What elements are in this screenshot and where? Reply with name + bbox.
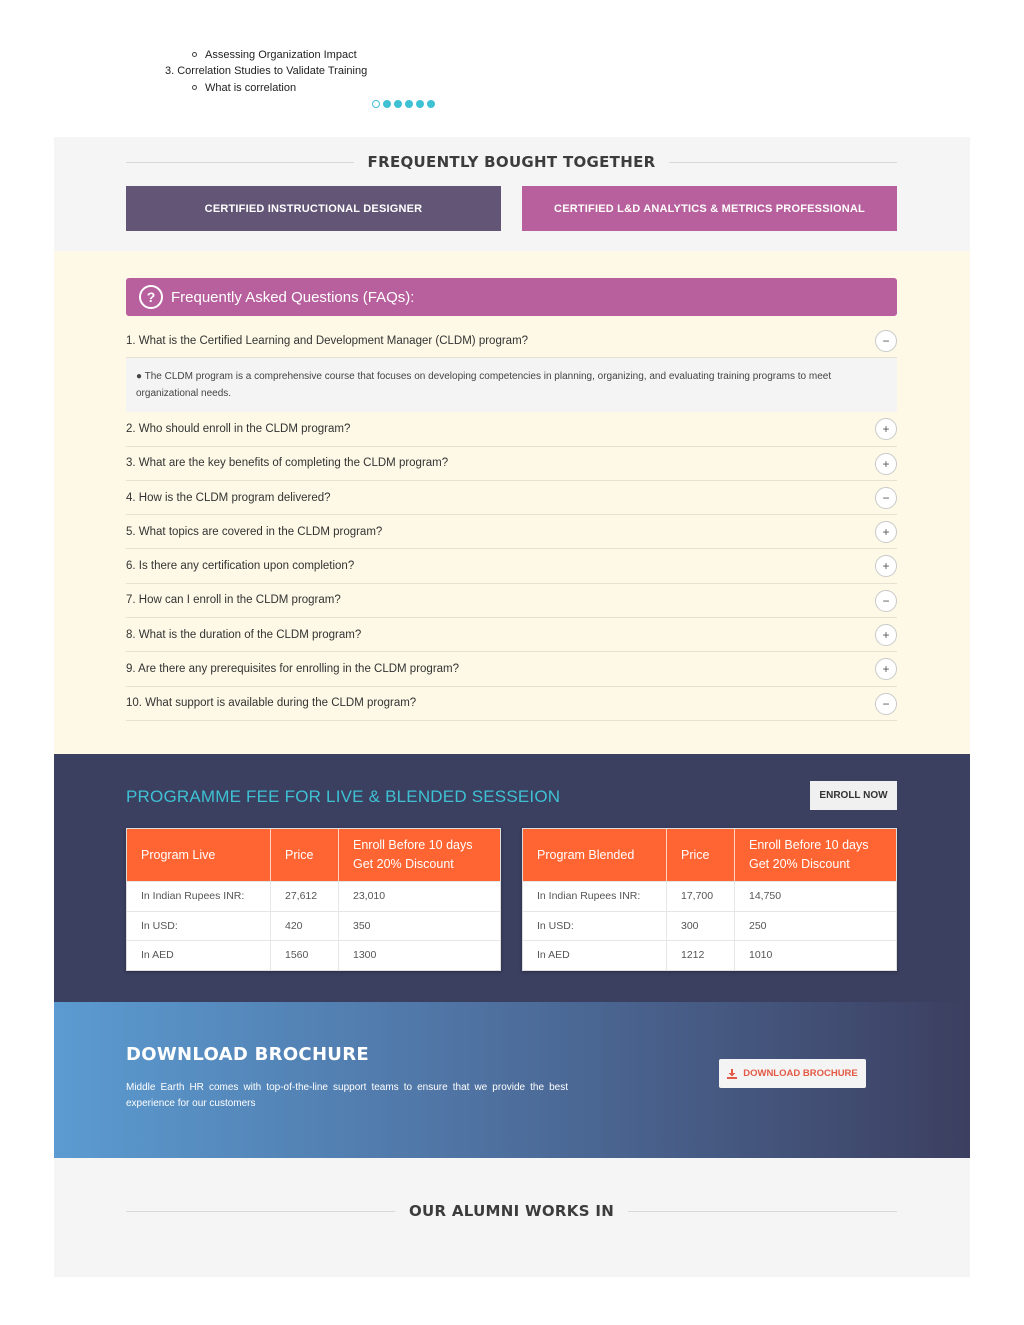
question-circle-icon: ? <box>139 285 163 309</box>
plus-icon[interactable]: + <box>875 624 897 646</box>
carousel-dots <box>372 100 435 108</box>
divider <box>126 1211 395 1212</box>
section-title: OUR ALUMNI WORKS IN <box>408 1202 615 1220</box>
download-brochure-section <box>54 1002 970 1158</box>
table-header <box>523 829 896 881</box>
faq-section <box>54 251 970 754</box>
table-cell: In AED <box>127 941 271 970</box>
faq-question: 1. What is the Certified Learning and Development Manager (CLDM) program? <box>126 334 529 347</box>
table-cell: 14,750 <box>749 890 782 903</box>
divider <box>669 162 897 163</box>
table-row <box>127 911 500 941</box>
carousel-dot[interactable] <box>372 100 380 108</box>
table-row <box>523 881 896 911</box>
table-row <box>127 940 500 970</box>
minus-icon[interactable]: − <box>875 590 897 612</box>
plus-icon[interactable]: + <box>875 658 897 680</box>
plus-icon[interactable]: + <box>875 453 897 475</box>
outline-item: 3. Correlation Studies to Validate Training <box>165 65 368 77</box>
minus-icon[interactable]: − <box>875 330 897 352</box>
faq-item[interactable] <box>126 481 897 515</box>
frequently-bought-section <box>54 137 970 251</box>
table-cell: In USD: <box>127 912 271 941</box>
download-icon <box>727 1069 737 1079</box>
table-cell: 300 <box>667 912 735 941</box>
faq-item[interactable] <box>126 324 897 358</box>
section-heading <box>126 153 897 171</box>
circle-bullet-icon <box>192 85 197 90</box>
table-cell: 27,612 <box>271 882 339 911</box>
faq-item[interactable] <box>126 447 897 481</box>
faq-item[interactable] <box>126 618 897 652</box>
carousel-dot[interactable] <box>405 100 413 108</box>
ld-analytics-button[interactable]: CERTIFIED L&D ANALYTICS & METRICS PROFESSIONAL <box>522 186 897 231</box>
table-cell: In AED <box>523 941 667 970</box>
table-cell: 350 <box>353 919 371 932</box>
enroll-now-button[interactable]: ENROLL NOW <box>810 781 897 810</box>
column-header: Price <box>271 829 339 881</box>
table-cell: 1300 <box>353 949 377 962</box>
section-title: FREQUENTLY BOUGHT TOGETHER <box>367 153 656 171</box>
faq-question: 7. How can I enroll in the CLDM program? <box>126 594 341 607</box>
carousel-dot[interactable] <box>383 100 391 108</box>
table-cell: 250 <box>749 919 767 932</box>
faq-item[interactable] <box>126 584 897 618</box>
download-brochure-button[interactable] <box>719 1059 866 1088</box>
table-row <box>127 881 500 911</box>
table-cell: 1560 <box>271 941 339 970</box>
table-cell: 1212 <box>667 941 735 970</box>
carousel-dot[interactable] <box>427 100 435 108</box>
faq-item[interactable] <box>126 549 897 583</box>
outline-subitem: Assessing Organization Impact <box>192 49 357 61</box>
table-cell: 420 <box>271 912 339 941</box>
faq-question: 5. What topics are covered in the CLDM program? <box>126 525 383 538</box>
table-cell: In Indian Rupees INR: <box>523 882 667 911</box>
blended-fee-table <box>522 828 897 971</box>
faq-question: 9. Are there any prerequisites for enrolling in the CLDM program? <box>126 663 460 676</box>
divider <box>628 1211 897 1212</box>
minus-icon[interactable]: − <box>875 487 897 509</box>
plus-icon[interactable]: + <box>875 418 897 440</box>
minus-icon[interactable]: − <box>875 693 897 715</box>
table-cell: In Indian Rupees INR: <box>127 882 271 911</box>
plus-icon[interactable]: + <box>875 521 897 543</box>
instructional-designer-button[interactable]: CERTIFIED INSTRUCTIONAL DESIGNER <box>126 186 501 231</box>
table-cell: In USD: <box>523 912 667 941</box>
faq-question: 2. Who should enroll in the CLDM program? <box>126 422 351 435</box>
faq-item[interactable] <box>126 687 897 721</box>
brochure-description: Middle Earth HR comes with top-of-the-line support teams to ensure that we provide the best experience for our customers <box>126 1082 568 1109</box>
faq-question: 3. What are the key benefits of completing the CLDM program? <box>126 457 449 470</box>
faq-item[interactable] <box>126 652 897 686</box>
faq-list <box>126 324 897 721</box>
column-header: Program Live <box>127 829 271 881</box>
programme-fee-section <box>54 754 970 1002</box>
faq-question: 6. Is there any certification upon completion? <box>126 560 355 573</box>
table-cell: 23,010 <box>353 890 386 903</box>
plus-icon[interactable]: + <box>875 555 897 577</box>
section-heading <box>126 1202 897 1220</box>
alumni-section <box>54 1158 970 1277</box>
carousel-dot[interactable] <box>394 100 402 108</box>
column-header: Enroll Before 10 days Get 20% Discount <box>353 838 473 871</box>
table-header <box>127 829 500 881</box>
faq-question: 10. What support is available during the CLDM program? <box>126 697 417 710</box>
faq-item[interactable] <box>126 412 897 446</box>
faq-header <box>126 278 897 316</box>
column-header: Price <box>667 829 735 881</box>
divider <box>126 162 354 163</box>
column-header: Enroll Before 10 days Get 20% Discount <box>749 838 869 871</box>
table-cell: 17,700 <box>667 882 735 911</box>
faq-question: 4. How is the CLDM program delivered? <box>126 491 331 504</box>
brochure-title: DOWNLOAD BROCHURE <box>126 1044 369 1065</box>
faq-answer: ● The CLDM program is a comprehensive course that focuses on developing competencies in planning, organizing, and evaluating training programs to meet organizational needs. <box>126 358 897 412</box>
faq-title: Frequently Asked Questions (FAQs): <box>171 288 415 306</box>
table-cell: 1010 <box>749 949 773 962</box>
table-row <box>523 940 896 970</box>
column-header: Program Blended <box>523 829 667 881</box>
fee-title: PROGRAMME FEE FOR LIVE & BLENDED SESSEION <box>126 787 561 806</box>
faq-item[interactable] <box>126 515 897 549</box>
live-fee-table <box>126 828 501 971</box>
download-brochure-label: DOWNLOAD BROCHURE <box>743 1068 858 1079</box>
outline-subitem: What is correlation <box>192 82 296 94</box>
table-row <box>523 911 896 941</box>
course-outline-list <box>0 0 1024 130</box>
carousel-dot[interactable] <box>416 100 424 108</box>
faq-question: 8. What is the duration of the CLDM program? <box>126 628 362 641</box>
circle-bullet-icon <box>192 52 197 57</box>
